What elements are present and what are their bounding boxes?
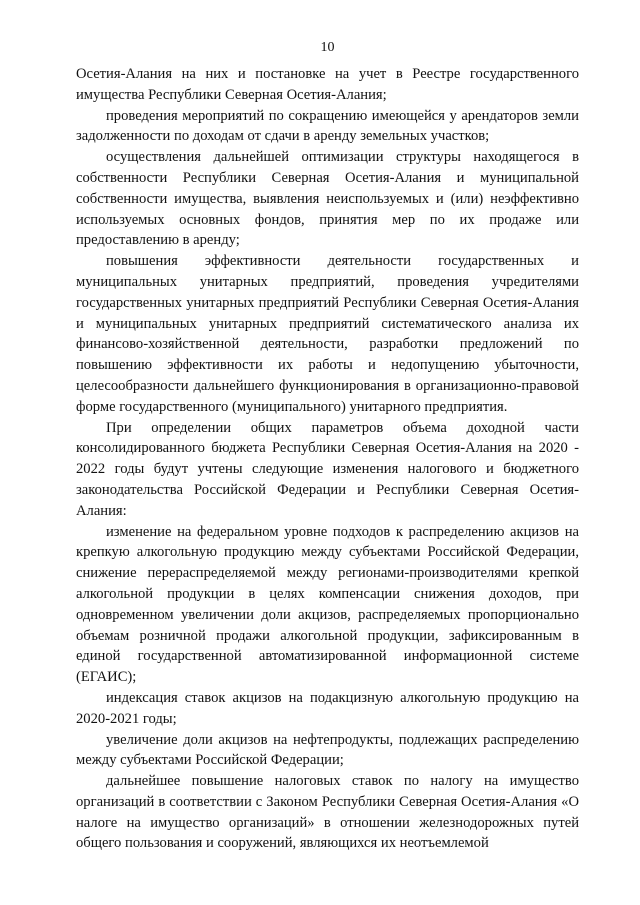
paragraph-continuation: Осетия-Алания на них и постановке на учет в Реестре государственного имущества Республики Северная Осетия-Алания;: [76, 66, 579, 103]
paragraph-excise-distribution: изменение на федеральном уровне подходов к распределению акцизов на крепкую алкогольную продукцию между субъектами Российской Федерации, снижение перераспределяемой между регионами-производителями крепкой алкогольной продукции в целях компенсации снижения доходов, при одновременном увеличении доли акцизов, распределяемых пропорционально объемам розничной продажи алкогольной продукции, зафиксированным в единой государственной автоматизированной информационной системе (ЕГАИС);: [76, 523, 579, 686]
paragraph-land-debt: проведения мероприятий по сокращению имеющейся у арендаторов земли задолженности по доходам от сдачи в аренду земельных участков;: [76, 107, 579, 145]
page-number: 10: [320, 40, 335, 55]
paragraph-property-tax: дальнейшее повышение налоговых ставок по налогу на имущество организаций в соответствии с Законом Республики Северная Осетия-Алания «О налоге на имущество организаций» в отношении железнодорожных путей общего пользования и сооружений, являющихся их неотъемлемой: [76, 773, 579, 852]
document-body: [76, 64, 579, 854]
paragraph-excise-indexation: индексация ставок акцизов на подакцизную алкогольную продукцию на 2020-2021 годы;: [76, 689, 579, 727]
paragraph-budget-parameters: При определении общих параметров объема доходной части консолидированного бюджета Республики Северная Осетия-Алания на 2020 - 2022 годы будут учтены следующие изменения налогового и бюджетного законодательства Российской Федерации и Республики Северная Осетия-Алания:: [76, 419, 579, 519]
paragraph-petroleum-excise: увеличение доли акцизов на нефтепродукты, подлежащих распределению между субъектами Российской Федерации;: [76, 731, 579, 769]
paragraph-property-optimization: осуществления дальнейшей оптимизации структуры находящегося в собственности Республики Северная Осетия-Алания и муниципальной собственности имущества, выявления неиспользуемых и (или) неэффективно используемых основных фондов, принятия мер по их продаже или предоставлению в аренду;: [76, 149, 579, 249]
paragraph-unitary-enterprises: повышения эффективности деятельности государственных и муниципальных унитарных предприятий, проведения учредителями государственных унитарных предприятий Республики Северная Осетия-Алания и муниципальных унитарных предприятий систематического анализа их финансово-хозяйственной деятельности, разработки предложений по повышению эффективности их работы и недопущению убыточности, целесообразности дальнейшего функционирования в организационно-правовой форме государственного (муниципального) унитарного предприятия.: [76, 253, 579, 415]
